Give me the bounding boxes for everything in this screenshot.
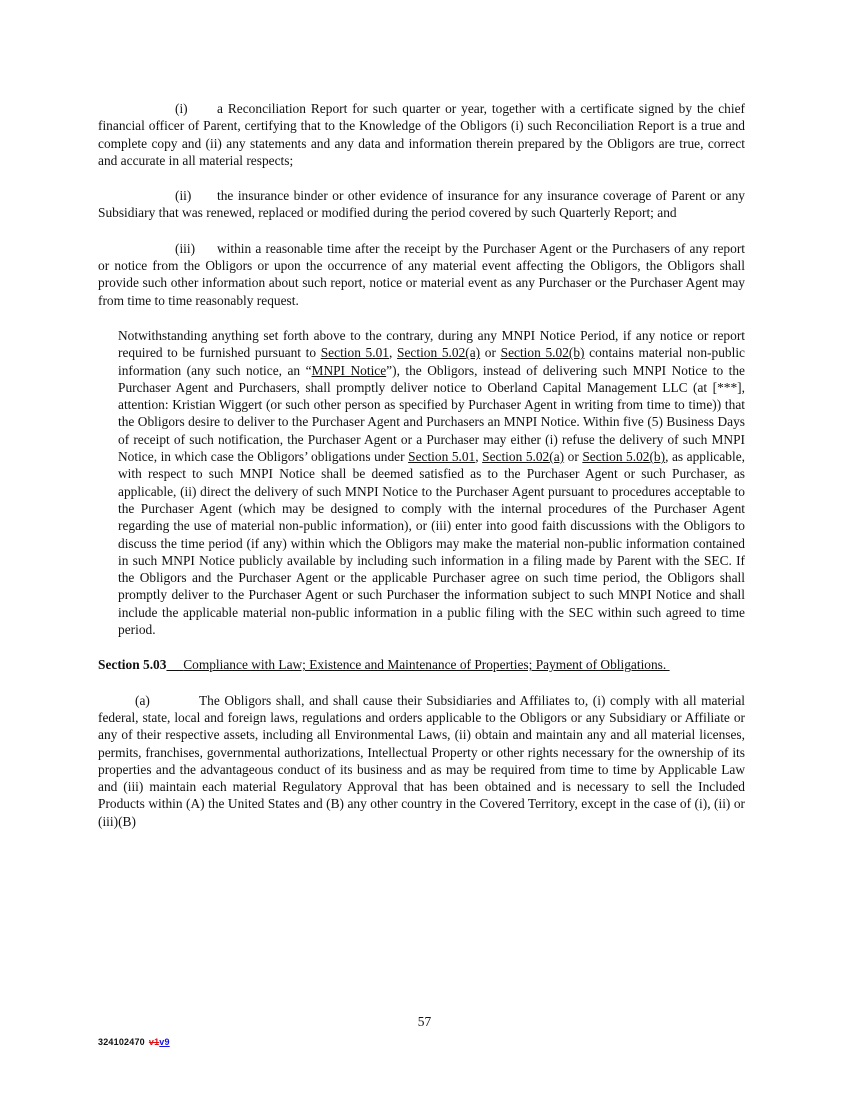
clause-ii	[98, 187, 745, 222]
text-run: or	[564, 449, 583, 465]
text-run: Compliance with Law; Existence and Maintenance of Properties; Payment of Obligations.	[183, 657, 670, 673]
text-run: The Obligors shall, and shall cause their Subsidiaries and Affiliates to, (i) comply with all material federal, state, local and foreign laws, regulations and orders applicable to the Obligors or any Subsidiary or Affiliate or any of their respective assets, including all Environmental Laws, (ii) obtain and maintain any and all material licenses, permits, franchises, governmental authorizations, Intellectual Property or other rights necessary for the ownership of its properties and the advantageous conduct of its business and as may be required from time to time by Applicable Law and (iii) maintain each material Regulatory Approval that has been obtained and is necessary to sell the Included Products within (A) the United States and (B) any other country in the Covered Territory, except in the case of (i), (ii) or (iii)(B)	[98, 692, 745, 829]
version-deleted: v1	[148, 1037, 160, 1047]
section-5-03-heading	[98, 656, 745, 673]
text-run: ,	[389, 345, 398, 361]
text-run: ,	[475, 449, 483, 465]
text-run: within a reasonable time after the receipt by the Purchaser Agent or the Purchasers of any report or notice from the Obligors or upon the occurrence of any material event affecting the Obligors, the Obligors shall provide such other information about such report, notice or material event as any Purchaser or the Purchaser Agent may from time to time reasonably request.	[98, 240, 745, 308]
clause-a	[98, 692, 745, 830]
document-id: 324102470	[98, 1037, 145, 1047]
text-run: , as applicable, with respect to such MNPI Notice shall be deemed satisfied as to the Purchaser Agent or such Purchaser, as applicable, (ii) direct the delivery of such MNPI Notice to the Purchaser Agent pursuant to procedures acceptable to the Purchaser Agent (which may be designed to comply with the internal procedures of the Purchaser Agent regarding the use of material non-public information), or (iii) enter into good faith discussions with the Obligors to discuss the time period (if any) within which the Obligors may make the material non-public information contained in such MNPI Notice publicly available by including such information in a filing made by Parent with the SEC. If the Obligors and the Purchaser Agent or the applicable Purchaser agree on such time period, the Obligors shall promptly deliver to the Purchaser Agent or such Purchaser the information subject to such MNPI Notice and shall include the applicable material non-public information in a public filing with the SEC within such agreed to time period.	[118, 449, 746, 638]
text-run: the insurance binder or other evidence of insurance for any insurance coverage of Parent or any Subsidiary that was renewed, replaced or modified during the period covered by such Quarterly Report; and	[98, 188, 745, 221]
document-body	[98, 100, 745, 830]
clause-i	[98, 100, 745, 169]
text-run: Section 5.03	[98, 657, 167, 673]
text-run: Section 5.02(a)	[397, 345, 481, 361]
text-run: or	[480, 345, 501, 361]
mnpi-notice-paragraph	[118, 327, 745, 638]
clause-label: (a)	[135, 692, 150, 708]
text-run: Section 5.01	[408, 449, 476, 465]
text-run: Section 5.02(a)	[482, 449, 565, 465]
text-run: contains material non-public information (any such notice, an “	[118, 345, 745, 378]
page-number: 57	[417, 1014, 432, 1029]
clause-iii	[98, 240, 745, 309]
clause-label: (iii)	[175, 240, 196, 256]
text-run: Section 5.02(b)	[582, 449, 666, 465]
document-id-footer	[98, 1034, 170, 1051]
clause-label: (ii)	[175, 188, 192, 204]
text-run: Section 5.01	[320, 345, 389, 361]
text-run: MNPI Notice	[311, 362, 387, 378]
text-run: Notwithstanding anything set forth above to the contrary, during any MNPI Notice Period, if any notice or report required to be furnished pursuant to	[118, 327, 745, 361]
text-run: ”), the Obligors, instead of delivering such MNPI Notice to the Purchaser Agent and Purchasers, shall promptly deliver notice to Oberland Capital Management LLC (at [***], attention: Kristian Wiggert (or such other person as specified by Purchaser Agent in writing from time to time)) that the Obligors desire to deliver to the Purchaser Agent and Purchasers an MNPI Notice. Within five (5) Business Days of receipt of such notification, the Purchaser Agent or a Purchaser may either (i) refuse the delivery of such MNPI Notice, in which case the Obligors’ obligations under	[118, 362, 745, 465]
clause-label: (i)	[175, 101, 188, 116]
text-run: Section 5.02(b)	[500, 345, 585, 361]
text-run	[166, 657, 183, 672]
version-inserted: v9	[159, 1037, 170, 1047]
text-run: a Reconciliation Report for such quarter or year, together with a certificate signed by the chief financial officer of Parent, certifying that to the Knowledge of the Obligors (i) such Reconciliation Report is a true and complete copy and (ii) any statements and any data and information therein prepared by the Obligors are true, correct and accurate in all material respects;	[98, 101, 745, 168]
